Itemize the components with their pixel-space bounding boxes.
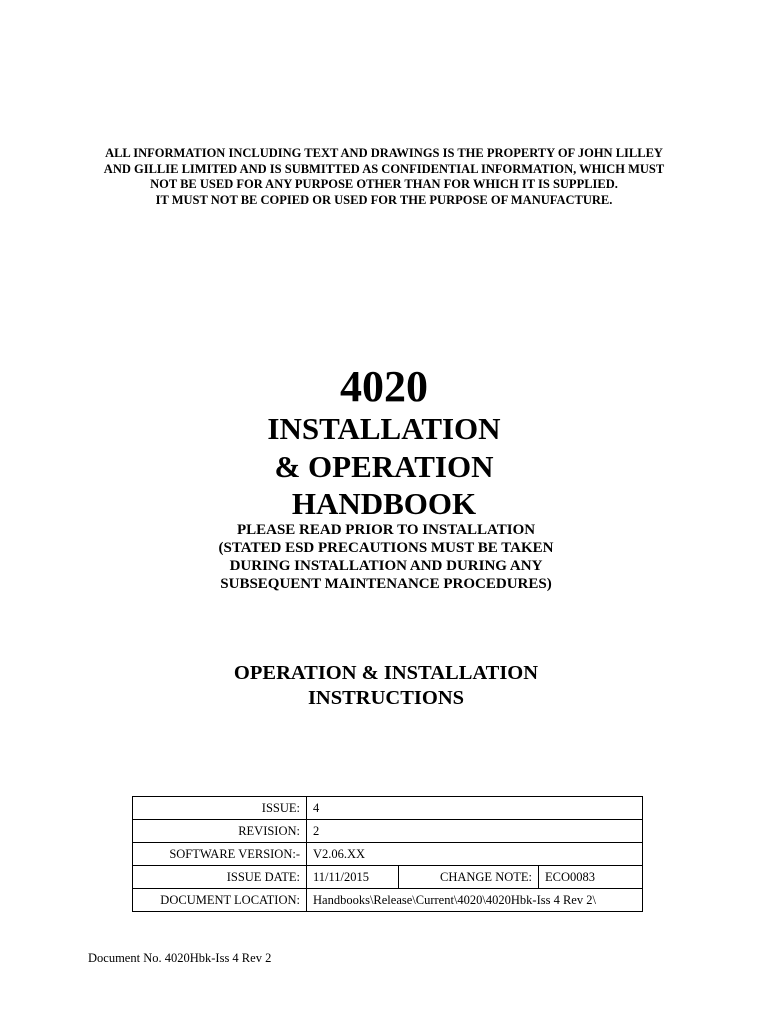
revision-value: 2 xyxy=(307,820,643,843)
document-info-table xyxy=(132,796,643,912)
esd-precaution-notice xyxy=(0,521,768,593)
confidentiality-notice xyxy=(60,146,708,208)
table-row xyxy=(133,866,643,889)
notice-line: IT MUST NOT BE COPIED OR USED FOR THE PURPOSE OF MANUFACTURE. xyxy=(155,192,613,207)
title-line: INSTALLATION xyxy=(267,411,501,446)
issue-date-value: 11/11/2015 xyxy=(307,866,399,889)
software-version-value: V2.06.XX xyxy=(307,843,643,866)
table-row xyxy=(133,797,643,820)
software-version-label: SOFTWARE VERSION:- xyxy=(133,843,307,866)
precaution-line: DURING INSTALLATION AND DURING ANY xyxy=(229,558,543,574)
table-row xyxy=(133,820,643,843)
notice-line: AND GILLIE LIMITED AND IS SUBMITTED AS CONFIDENTIAL INFORMATION, WHICH MUST xyxy=(103,161,665,176)
precaution-line: (STATED ESD PRECAUTIONS MUST BE TAKEN xyxy=(218,540,554,556)
change-note-label: CHANGE NOTE: xyxy=(399,866,539,889)
precaution-line: PLEASE READ PRIOR TO INSTALLATION xyxy=(236,522,536,538)
change-note-value: ECO0083 xyxy=(539,866,643,889)
revision-label: REVISION: xyxy=(133,820,307,843)
document-title xyxy=(0,410,768,523)
table-row xyxy=(133,889,643,912)
issue-date-label: ISSUE DATE: xyxy=(133,866,307,889)
document-location-label: DOCUMENT LOCATION: xyxy=(133,889,307,912)
issue-label: ISSUE: xyxy=(133,797,307,820)
table-row xyxy=(133,843,643,866)
notice-line: NOT BE USED FOR ANY PURPOSE OTHER THAN FOR WHICH IT IS SUPPLIED. xyxy=(150,177,618,191)
model-number: 4020 xyxy=(340,362,428,411)
instructions-heading xyxy=(0,661,768,711)
document-number-footer: Document No. 4020Hbk-Iss 4 Rev 2 xyxy=(88,951,272,965)
instructions-line: INSTRUCTIONS xyxy=(307,687,465,709)
title-line: HANDBOOK xyxy=(291,486,477,521)
title-line: & OPERATION xyxy=(274,448,494,484)
notice-line: ALL INFORMATION INCLUDING TEXT AND DRAWINGS IS THE PROPERTY OF JOHN LILLEY xyxy=(105,146,663,160)
precaution-line: SUBSEQUENT MAINTENANCE PROCEDURES) xyxy=(220,576,552,592)
document-location-value: Handbooks\Release\Current\4020\4020Hbk-Iss 4 Rev 2\ xyxy=(307,889,643,912)
issue-value: 4 xyxy=(307,797,643,820)
instructions-line: OPERATION & INSTALLATION xyxy=(233,662,539,684)
